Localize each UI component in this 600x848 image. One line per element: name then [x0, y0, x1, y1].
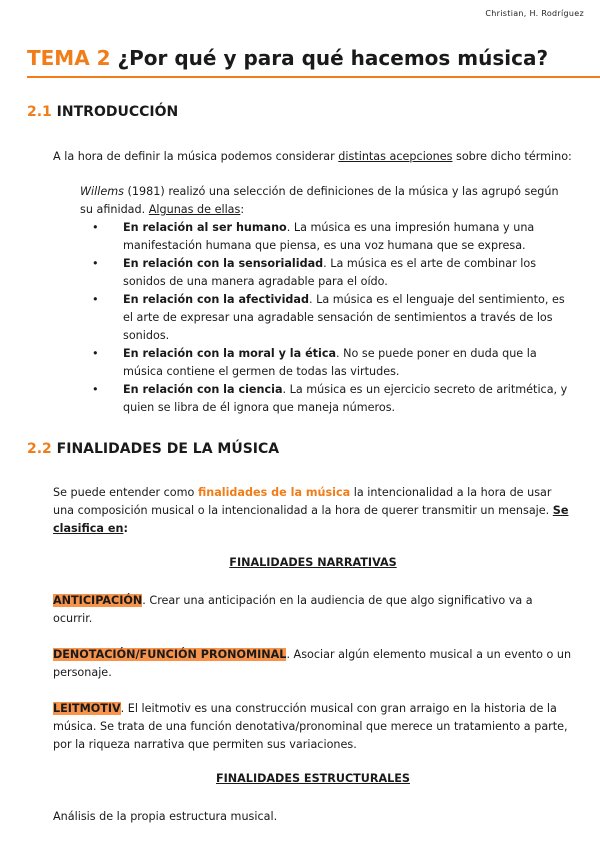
item-text: . La música es un ejercicio secreto de aritmética, y quien se libra de él ignora que maneja números.: [123, 383, 568, 414]
author-header: Christian, H. Rodríguez: [485, 9, 584, 18]
section-title: INTRODUCCIÓN: [51, 104, 179, 120]
willems-text: (1981) realizó una selección de definiciones de la música y las agrupó según su afinidad.: [80, 185, 559, 216]
structural-text: Análisis de la propia estructura musical.: [53, 810, 278, 823]
paragraph-text: Se puede entender como: [53, 486, 198, 499]
entry-text: . Crear una anticipación en la audiencia de que algo significativo va a ocurrir.: [53, 594, 533, 625]
paragraph-text-end: la intencionalidad a la hora de usar una composición musical o la intencionalidad a la hora de querer transmitir un mensaje.: [53, 486, 553, 517]
paragraph-colon: :: [123, 522, 128, 535]
intro-paragraph: [53, 148, 573, 166]
item-text: . La música es el arte de combinar los sonidos de una manera agradable para el oído.: [123, 257, 537, 288]
item-label: En relación con la afectividad: [123, 293, 309, 306]
entry-text: . El leitmotiv es una construcción musical con gran arraigo en la historia de la música. Se trata de una función denotativa/pronominal que merece un tratamiento a parte, por la riqueza narrativa que permiten sus variaciones.: [53, 702, 568, 751]
item-text: . No se puede poner en duda que la música contiene el germen de todas las virtudes.: [123, 347, 537, 378]
structural-heading: FINALIDADES ESTRUCTURALES: [215, 772, 410, 785]
item-text: . La música es una impresión humana y una manifestación humana que piensa, es una voz humana que se expresa.: [123, 221, 535, 252]
finalidades-highlight: finalidades de la música: [197, 486, 351, 499]
entry-term: LEITMOTIV: [53, 702, 121, 715]
narrative-heading: FINALIDADES NARRATIVAS: [229, 556, 397, 569]
item-label: En relación con la ciencia: [123, 383, 283, 396]
entry-term: DENOTACIÓN/FUNCIÓN PRONOMINAL: [53, 648, 287, 661]
willems-paragraph: [80, 183, 560, 219]
finalidades-paragraph: [53, 484, 573, 538]
title-divider: [27, 76, 600, 78]
entry-text: . Asociar algún elemento musical a un evento o un personaje.: [53, 648, 572, 679]
clasifica-link: Se clasifica en: [53, 504, 569, 535]
willems-name: Willems: [80, 185, 124, 198]
list-item: [80, 255, 570, 291]
section-number: 2.2: [27, 441, 52, 457]
item-label: En relación al ser humano: [123, 221, 287, 234]
entry-denotacion: [53, 646, 573, 682]
section-heading-introduccion: [27, 104, 178, 120]
page-title: [27, 46, 548, 70]
section-number: 2.1: [27, 104, 52, 120]
willems-colon: :: [240, 203, 245, 216]
entry-term: ANTICIPACIÓN: [53, 594, 143, 607]
entry-anticipacion: [53, 592, 573, 628]
list-item: [80, 381, 570, 417]
list-item: [80, 219, 570, 255]
acepciones-link: distintas acepciones: [338, 150, 453, 163]
item-label: En relación con la moral y la ética: [123, 347, 337, 360]
intro-text: A la hora de definir la música podemos considerar: [53, 150, 339, 163]
section-heading-finalidades: [27, 441, 279, 457]
item-label: En relación con la sensorialidad: [123, 257, 324, 270]
algunas-link: Algunas de ellas: [148, 203, 241, 216]
title-number: TEMA 2: [27, 46, 111, 70]
title-text: ¿Por qué y para qué hacemos música?: [110, 46, 549, 70]
definitions-list: [80, 219, 570, 417]
section-title: FINALIDADES DE LA MÚSICA: [51, 441, 280, 457]
list-item: [80, 345, 570, 381]
list-item: [80, 291, 570, 345]
intro-text-end: sobre dicho término:: [452, 150, 572, 163]
item-text: . La música es el lenguaje del sentimiento, es el arte de expresar una agradable sensación de sentimientos a través de los sonidos.: [123, 293, 565, 342]
entry-leitmotiv: [53, 700, 573, 754]
